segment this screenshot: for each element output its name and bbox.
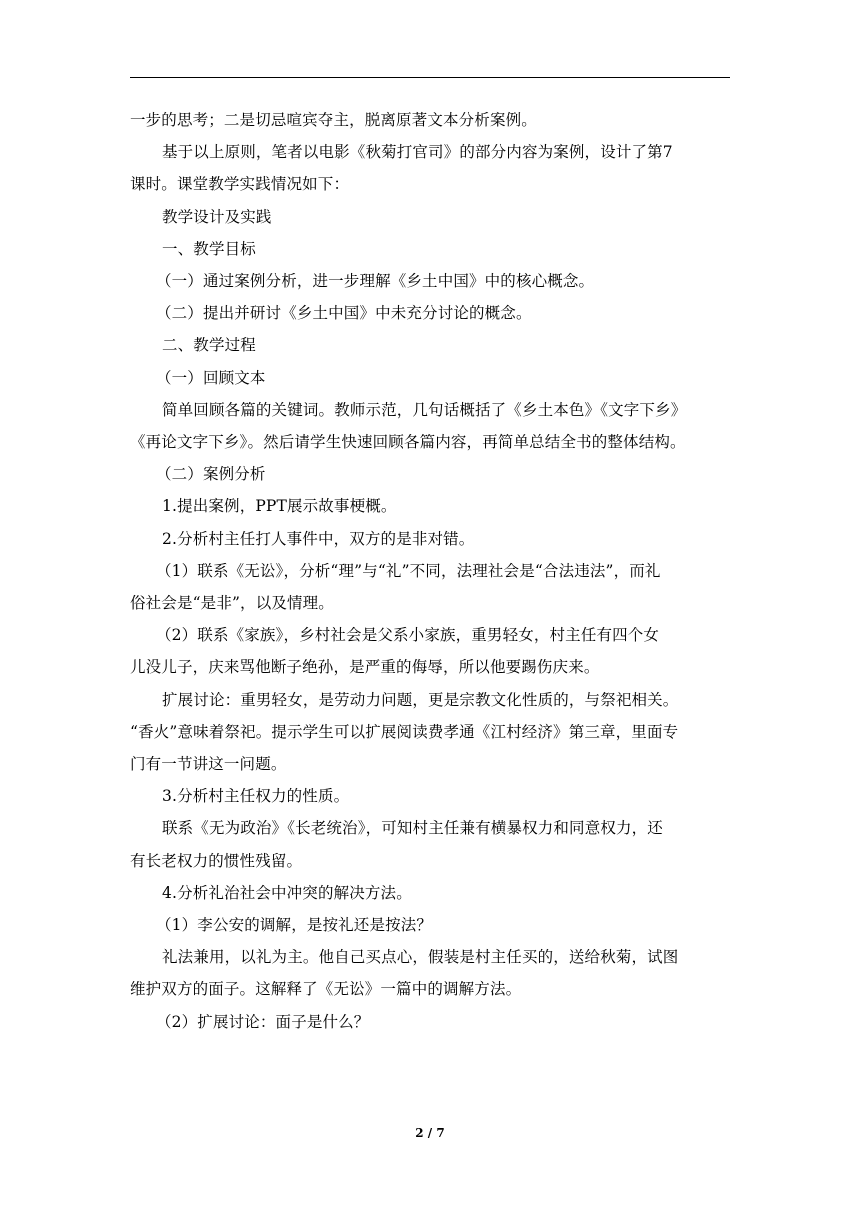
text-line: 课时。课堂教学实践情况如下： bbox=[130, 175, 350, 194]
list-item: 4.分析礼治社会中冲突的解决方法。 bbox=[162, 883, 412, 902]
list-item: （2）扩展讨论：面子是什么？ bbox=[156, 1012, 370, 1031]
section-heading: 二、教学过程 bbox=[162, 336, 256, 355]
list-item: （一）通过案例分析，进一步理解《乡土中国》中的核心概念。 bbox=[156, 272, 595, 291]
text-line: 有长老权力的惯性残留。 bbox=[130, 851, 303, 870]
text-line: 简单回顾各篇的关键词。教师示范，几句话概括了《乡土本色》《文字下乡》 bbox=[162, 400, 687, 419]
text-line: 礼法兼用，以礼为主。他自己买点心，假装是村主任买的，送给秋菊，试图 bbox=[162, 948, 679, 967]
text-line: 《再论文字下乡》。然后请学生快速回顾各篇内容，再简单总结全书的整体结构。 bbox=[130, 433, 686, 452]
list-item: 3.分析村主任权力的性质。 bbox=[162, 787, 350, 806]
list-item: （1）联系《无讼》，分析“理”与“礼”不同，法理社会是“合法违法”，而礼 bbox=[156, 561, 661, 580]
subsection-heading: （一）回顾文本 bbox=[156, 368, 266, 387]
text-line: 扩展讨论：重男轻女，是劳动力问题，更是宗教文化性质的，与祭祀相关。 bbox=[162, 690, 679, 709]
section-heading: 教学设计及实践 bbox=[162, 207, 272, 226]
subsection-heading: （二）案例分析 bbox=[156, 465, 266, 484]
list-item: 1.提出案例，PPT展示故事梗概。 bbox=[162, 497, 397, 516]
document-body bbox=[130, 104, 730, 1038]
list-item: （2）联系《家族》，乡村社会是父系小家族，重男轻女，村主任有四个女 bbox=[156, 626, 660, 645]
text-line: 维护双方的面子。这解释了《无讼》一篇中的调解方法。 bbox=[130, 980, 522, 999]
text-line: 门有一节讲这一问题。 bbox=[130, 755, 287, 774]
text-line: “香火”意味着祭祀。提示学生可以扩展阅读费孝通《江村经济》第三章，里面专 bbox=[130, 722, 679, 741]
text-line: 联系《无为政治》《长老统治》，可知村主任兼有横暴权力和同意权力，还 bbox=[162, 819, 663, 838]
text-line: 儿没儿子，庆来骂他断子绝孙，是严重的侮辱，所以他要踢伤庆来。 bbox=[130, 658, 600, 677]
list-item: （二）提出并研讨《乡土中国》中未充分讨论的概念。 bbox=[156, 304, 532, 323]
header-rule bbox=[130, 77, 730, 78]
list-item: （1）李公安的调解，是按礼还是按法？ bbox=[156, 916, 433, 935]
page-number: 2 / 7 bbox=[415, 1126, 445, 1140]
section-heading: 一、教学目标 bbox=[162, 239, 256, 258]
text-line: 俗社会是“是非”，以及情理。 bbox=[130, 594, 334, 613]
text-line: 基于以上原则，笔者以电影《秋菊打官司》的部分内容为案例，设计了第7 bbox=[162, 143, 673, 162]
text-line: 一步的思考；二是切忌喧宾夺主，脱离原著文本分析案例。 bbox=[130, 111, 537, 129]
list-item: 2.分析村主任打人事件中，双方的是非对错。 bbox=[162, 529, 475, 548]
